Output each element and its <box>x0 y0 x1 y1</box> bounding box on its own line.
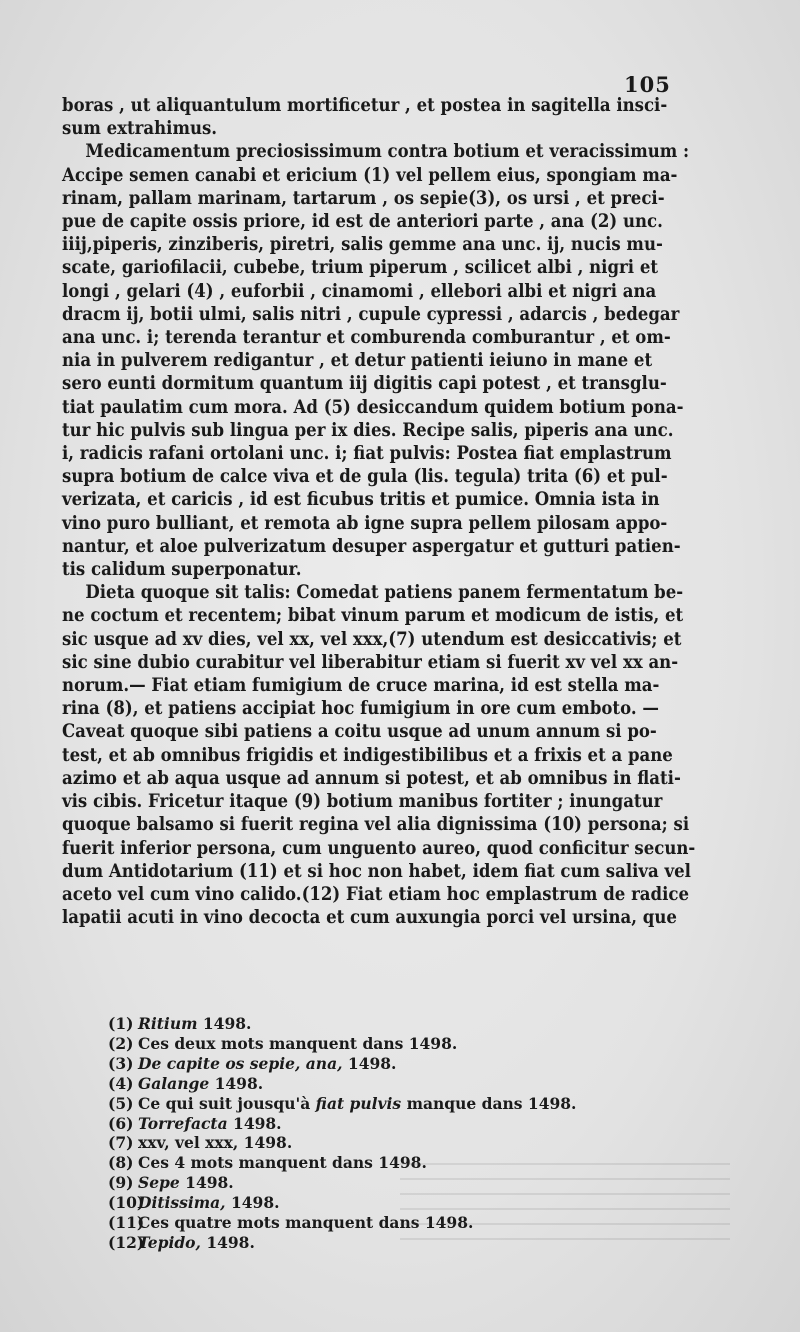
footnote-italic: Tepido, <box>138 1232 201 1252</box>
footnote-number: (10) <box>108 1193 145 1213</box>
paragraph-1 <box>62 94 668 140</box>
text-line: norum.— Fiat etiam fumigium de cruce marina, id est stella ma- <box>62 675 660 697</box>
footnote-number: (7) <box>108 1133 134 1153</box>
text-line: boras , ut aliquantulum mortificetur , et postea in sagitella insci- <box>62 95 668 116</box>
footnote-number: (4) <box>108 1073 134 1093</box>
footnote-italic: Ritium <box>138 1014 198 1033</box>
footnote-number: (2) <box>108 1033 134 1053</box>
footnote-text: Ce qui suit jousqu'à <box>138 1093 316 1113</box>
footnote <box>108 1153 628 1173</box>
text-line: sum extrahimus. <box>62 118 218 140</box>
footnote-italic: Ditissima, <box>138 1193 226 1213</box>
footnote <box>108 1054 628 1074</box>
footnotes <box>108 1014 628 1253</box>
footnote <box>108 1173 628 1193</box>
footnote <box>108 1193 628 1213</box>
footnote-text: Ces quatre mots manquent dans 1498. <box>138 1213 474 1233</box>
footnote-number: (9) <box>108 1173 134 1193</box>
footnote-italic: fiat pulvis <box>315 1093 402 1113</box>
text-line: tis calidum superponatur. <box>62 559 302 581</box>
text-line: iiij,piperis, zinziberis, piretri, salis gemme ana unc. ij, nucis mu- <box>62 234 663 256</box>
footnote-italic: Sepe <box>138 1173 180 1193</box>
text-line: fuerit inferior persona, cum unguento aureo, quod conficitur secun- <box>62 837 696 859</box>
text-line: nantur, et aloe pulverizatum desuper aspergatur et gutturi patien- <box>62 535 681 557</box>
paragraph-3 <box>62 581 696 929</box>
text-line: sic usque ad xv dies, vel xx, vel xxx,(7) utendum est desiccativis; et <box>62 628 682 650</box>
footnote-italic: De capite os sepie, ana, <box>138 1053 343 1073</box>
text-line: tur hic pulvis sub lingua per ix dies. Recipe salis, piperis ana unc. <box>62 419 674 441</box>
text-line: rina (8), et patiens accipiat hoc fumigium in ore cum emboto. — <box>62 698 659 720</box>
text-line: i, radicis rafani ortolani unc. i; fiat pulvis: Postea fiat emplastrum <box>62 443 672 465</box>
text-line: vino puro bulliant, et remota ab igne supra pellem pilosam appo- <box>62 512 668 534</box>
footnote-text: 1498. <box>225 1193 280 1213</box>
footnote-text: manque dans 1498. <box>401 1093 577 1113</box>
footnote-text: 1498. <box>200 1232 255 1252</box>
footnote-text: Ces deux mots manquent dans 1498. <box>138 1033 458 1053</box>
footnote <box>108 1034 628 1054</box>
text-line: longi , gelari (4) , euforbii , cinamomi , ellebori albi et nigri ana <box>62 280 657 302</box>
text-line: aceto vel cum vino calido.(12) Fiat etiam hoc emplastrum de radice <box>62 883 689 905</box>
text-line: nia in pulverem redigantur , et detur patienti ieiuno in mane et <box>62 350 653 372</box>
page-number: 105 <box>624 72 671 97</box>
text-line: supra botium de calce viva et de gula (lis. tegula) trita (6) et pul- <box>62 466 668 488</box>
footnote-text: 1498. <box>227 1113 282 1133</box>
text-line: Caveat quoque sibi patiens a coitu usque ad unum annum si po- <box>62 721 657 743</box>
text-line: sero eunti dormitum quantum iij digitis capi potest , et transglu- <box>62 373 667 395</box>
text-line: Accipe semen canabi et ericium (1) vel pellem eius, spongiam ma- <box>62 164 678 186</box>
footnote-text: 1498. <box>197 1014 252 1033</box>
footnote-italic: Torrefacta <box>138 1113 228 1133</box>
footnote-number: (3) <box>108 1053 134 1073</box>
footnote-text: xxv, vel xxx, 1498. <box>138 1133 293 1153</box>
text-line: Dieta quoque sit talis: Comedat patiens panem fermentatum be- <box>85 582 684 604</box>
text-line: quoque balsamo si fuerit regina vel alia dignissima (10) persona; si <box>62 814 690 836</box>
footnote-number: (5) <box>108 1093 134 1113</box>
footnote <box>108 1133 628 1153</box>
paragraph-2 <box>62 140 690 581</box>
footnote <box>108 1233 628 1253</box>
text-line: Medicamentum preciosissimum contra botium et veracissimum : <box>85 141 690 163</box>
text-line: ana unc. i; terenda terantur et comburenda comburantur , et om- <box>62 327 671 349</box>
footnote-number: (12) <box>108 1232 145 1252</box>
text-line: scate, gariofilacii, cubebe, trium piperum , scilicet albi , nigri et <box>62 257 658 279</box>
footnote-text: 1498. <box>342 1053 397 1073</box>
text-line: verizata, et caricis , id est ficubus tritis et pumice. Omnia ista in <box>62 489 660 511</box>
footnote-number: (8) <box>108 1153 134 1173</box>
footnote-text: 1498. <box>179 1173 234 1193</box>
text-line: azimo et ab aqua usque ad annum si potest, et ab omnibus in flati- <box>62 767 681 789</box>
text-line: ne coctum et recentem; bibat vinum parum et modicum de istis, et <box>62 605 684 627</box>
text-line: tiat paulatim cum mora. Ad (5) desiccandum quidem botium pona- <box>62 396 684 418</box>
text-line: lapatii acuti in vino decocta et cum auxungia porci vel ursina, que <box>62 907 677 929</box>
footnote <box>108 1094 628 1114</box>
footnote-number: (11) <box>108 1213 145 1233</box>
text-line: dum Antidotarium (11) et si hoc non habet, idem fiat cum saliva vel <box>62 860 691 882</box>
footnote-text: Ces 4 mots manquent dans 1498. <box>138 1153 427 1173</box>
text-line: vis cibis. Fricetur itaque (9) botium manibus fortiter ; inungatur <box>62 791 663 813</box>
text-line: test, et ab omnibus frigidis et indigestibilibus et a frixis et a pane <box>62 744 673 766</box>
text-line: sic sine dubio curabitur vel liberabitur etiam si fuerit xv vel xx an- <box>62 651 679 673</box>
text-line: rinam, pallam marinam, tartarum , os sepie(3), os ursi , et preci- <box>62 187 665 209</box>
footnote <box>108 1014 628 1034</box>
text-line: dracm ij, botii ulmi, salis nitri , cupule cypressi , adarcis , bedegar <box>62 303 680 325</box>
footnote-text: 1498. <box>209 1073 264 1093</box>
text-line: pue de capite ossis priore, id est de anteriori parte , ana (2) unc. <box>62 211 663 233</box>
footnote-italic: Galange <box>138 1073 210 1093</box>
footnote <box>108 1074 628 1094</box>
footnote-number: (6) <box>108 1113 134 1133</box>
footnote <box>108 1114 628 1134</box>
footnote-number: (1) <box>108 1014 134 1033</box>
footnote <box>108 1213 628 1233</box>
main-text <box>62 94 696 929</box>
